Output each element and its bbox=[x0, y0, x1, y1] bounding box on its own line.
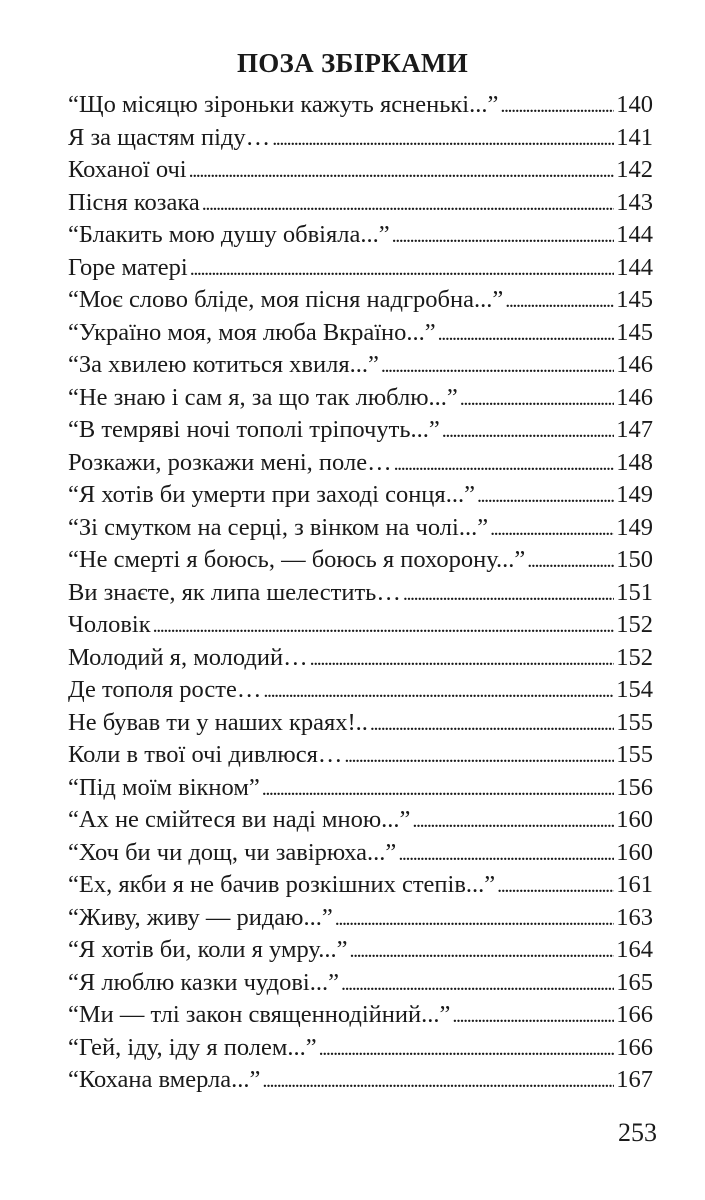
entry-page: 145 bbox=[616, 286, 653, 313]
toc-entry bbox=[68, 967, 653, 1000]
entry-title: Пісня козака bbox=[68, 188, 200, 216]
entry-page: 161 bbox=[616, 871, 653, 898]
toc-entry bbox=[68, 1032, 653, 1065]
toc-entry bbox=[68, 382, 653, 415]
dot-leader bbox=[412, 804, 614, 837]
entry-title: “Хоч би чи дощ, чи завірюха...” bbox=[68, 838, 397, 866]
entry-page: 160 bbox=[616, 838, 653, 866]
entry-title: Молодий я, молодий… bbox=[68, 643, 308, 671]
dot-leader bbox=[381, 349, 614, 382]
entry-title: “В темряві ночі тополі тріпочуть...” bbox=[68, 416, 440, 443]
dot-leader bbox=[438, 317, 615, 350]
entry-page: 140 bbox=[616, 91, 653, 118]
dot-leader bbox=[341, 967, 614, 1000]
entry-page: 167 bbox=[616, 1066, 653, 1093]
entry-title: Де тополя росте… bbox=[68, 676, 262, 703]
entry-title: “Я хотів би, коли я умру...” bbox=[68, 936, 348, 963]
section-title: ПОЗА ЗБІРКАМИ bbox=[236, 48, 469, 78]
entry-page: 149 bbox=[616, 481, 653, 508]
entry-title: Чоловік bbox=[68, 611, 151, 638]
dot-leader bbox=[272, 122, 614, 155]
entry-title: Я за щастям піду… bbox=[68, 123, 271, 151]
dot-leader bbox=[403, 577, 614, 610]
entry-page: 144 bbox=[616, 253, 653, 281]
dot-leader bbox=[202, 187, 615, 220]
entry-page: 150 bbox=[616, 546, 653, 573]
toc-entry bbox=[68, 512, 653, 545]
entry-title: “Кохана вмерла...” bbox=[68, 1066, 261, 1093]
entry-page: 146 bbox=[616, 383, 653, 411]
dot-leader bbox=[349, 934, 614, 967]
dot-leader bbox=[505, 284, 614, 317]
entry-title: Не бував ти у наших краях!.. bbox=[68, 708, 368, 736]
toc-entry bbox=[68, 219, 653, 252]
entry-title: “Ми — тлі закон священнодійний...” bbox=[68, 1001, 451, 1028]
dot-leader bbox=[319, 1032, 615, 1065]
dot-leader bbox=[490, 512, 614, 545]
toc-entry bbox=[68, 187, 653, 220]
table-of-contents bbox=[68, 89, 653, 1097]
entry-title: “Не смерті я боюсь, — боюсь я похорону...” bbox=[68, 546, 526, 573]
toc-entry bbox=[68, 869, 653, 902]
entry-page: 160 bbox=[616, 806, 653, 833]
dot-leader bbox=[153, 609, 615, 642]
entry-page: 144 bbox=[616, 221, 653, 248]
toc-entry bbox=[68, 284, 653, 317]
dot-leader bbox=[527, 544, 614, 577]
dot-leader bbox=[190, 252, 615, 285]
dot-leader bbox=[442, 414, 615, 447]
toc-entry bbox=[68, 902, 653, 935]
entry-page: 143 bbox=[616, 188, 653, 216]
entry-title: “Я люблю казки чудові...” bbox=[68, 968, 339, 996]
toc-entry bbox=[68, 349, 653, 382]
toc-entry bbox=[68, 479, 653, 512]
toc-entry bbox=[68, 934, 653, 967]
toc-entry bbox=[68, 154, 653, 187]
entry-page: 151 bbox=[616, 578, 653, 606]
dot-leader bbox=[370, 707, 614, 740]
dot-leader bbox=[452, 999, 614, 1032]
entry-page: 154 bbox=[616, 676, 653, 703]
entry-page: 142 bbox=[616, 156, 653, 183]
dot-leader bbox=[500, 89, 614, 122]
toc-entry bbox=[68, 707, 653, 740]
dot-leader bbox=[398, 837, 614, 870]
entry-title: “Ех, якби я не бачив розкішних степів...” bbox=[68, 871, 496, 898]
entry-title: “Моє слово бліде, моя пісня надгробна...” bbox=[68, 286, 504, 313]
toc-entry bbox=[68, 804, 653, 837]
entry-title: “Блакить мою душу обвіяла...” bbox=[68, 221, 390, 248]
toc-entry bbox=[68, 577, 653, 610]
entry-page: 148 bbox=[616, 448, 653, 476]
dot-leader bbox=[189, 154, 615, 187]
dot-leader bbox=[262, 1064, 614, 1097]
dot-leader bbox=[262, 772, 615, 805]
entry-title: “За хвилею котиться хвиля...” bbox=[68, 351, 379, 378]
toc-entry bbox=[68, 674, 653, 707]
toc-entry bbox=[68, 999, 653, 1032]
entry-page: 147 bbox=[616, 416, 653, 443]
dot-leader bbox=[344, 739, 614, 772]
toc-entry bbox=[68, 317, 653, 350]
entry-title: “Ах не смійтеся ви наді мною...” bbox=[68, 806, 411, 833]
entry-title: “Під моїм вікном” bbox=[68, 773, 260, 801]
toc-entry bbox=[68, 772, 653, 805]
toc-entry bbox=[68, 447, 653, 480]
entry-page: 146 bbox=[616, 351, 653, 378]
entry-page: 164 bbox=[616, 936, 653, 963]
entry-page: 165 bbox=[616, 968, 653, 996]
dot-leader bbox=[460, 382, 614, 415]
toc-entry bbox=[68, 642, 653, 675]
toc-entry bbox=[68, 739, 653, 772]
entry-title: “Я хотів би умерти при заході сонця...” bbox=[68, 481, 475, 508]
entry-title: “Живу, живу — ридаю...” bbox=[68, 903, 333, 931]
entry-title: Ви знаєте, як липа шелестить… bbox=[68, 578, 401, 606]
toc-entry bbox=[68, 1064, 653, 1097]
entry-page: 155 bbox=[616, 741, 653, 768]
toc-entry bbox=[68, 89, 653, 122]
dot-leader bbox=[392, 219, 615, 252]
dot-leader bbox=[335, 902, 615, 935]
entry-title: “Зі смутком на серці, з вінком на чолі...” bbox=[68, 513, 489, 541]
entry-title: Розкажи, розкажи мені, поле… bbox=[68, 448, 392, 476]
entry-page: 166 bbox=[616, 1001, 653, 1028]
toc-entry bbox=[68, 414, 653, 447]
entry-title: “Не знаю і сам я, за що так люблю...” bbox=[68, 383, 458, 411]
entry-page: 152 bbox=[616, 643, 653, 671]
toc-entry bbox=[68, 837, 653, 870]
entry-page: 156 bbox=[616, 773, 653, 801]
toc-entry bbox=[68, 122, 653, 155]
dot-leader bbox=[310, 642, 615, 675]
entry-page: 166 bbox=[616, 1033, 653, 1061]
entry-title: Горе матері bbox=[68, 253, 188, 281]
toc-entry bbox=[68, 544, 653, 577]
entry-title: Коли в твої очі дивлюся… bbox=[68, 741, 343, 768]
entry-title: Коханої очі bbox=[68, 156, 187, 183]
entry-page: 163 bbox=[616, 903, 653, 931]
toc-entry bbox=[68, 609, 653, 642]
entry-page: 149 bbox=[616, 513, 653, 541]
entry-page: 155 bbox=[616, 708, 653, 736]
dot-leader bbox=[394, 447, 615, 480]
dot-leader bbox=[263, 674, 614, 707]
page-number: 253 bbox=[618, 1118, 657, 1147]
dot-leader bbox=[497, 869, 614, 902]
entry-title: “Що місяцю зіроньки кажуть ясненькі...” bbox=[68, 91, 499, 118]
toc-entry bbox=[68, 252, 653, 285]
entry-title: “Україно моя, моя люба Вкраїно...” bbox=[68, 318, 436, 346]
dot-leader bbox=[477, 479, 614, 512]
entry-page: 145 bbox=[616, 318, 653, 346]
entry-page: 141 bbox=[616, 123, 653, 151]
entry-title: “Гей, іду, іду я полем...” bbox=[68, 1033, 317, 1061]
entry-page: 152 bbox=[616, 611, 653, 638]
